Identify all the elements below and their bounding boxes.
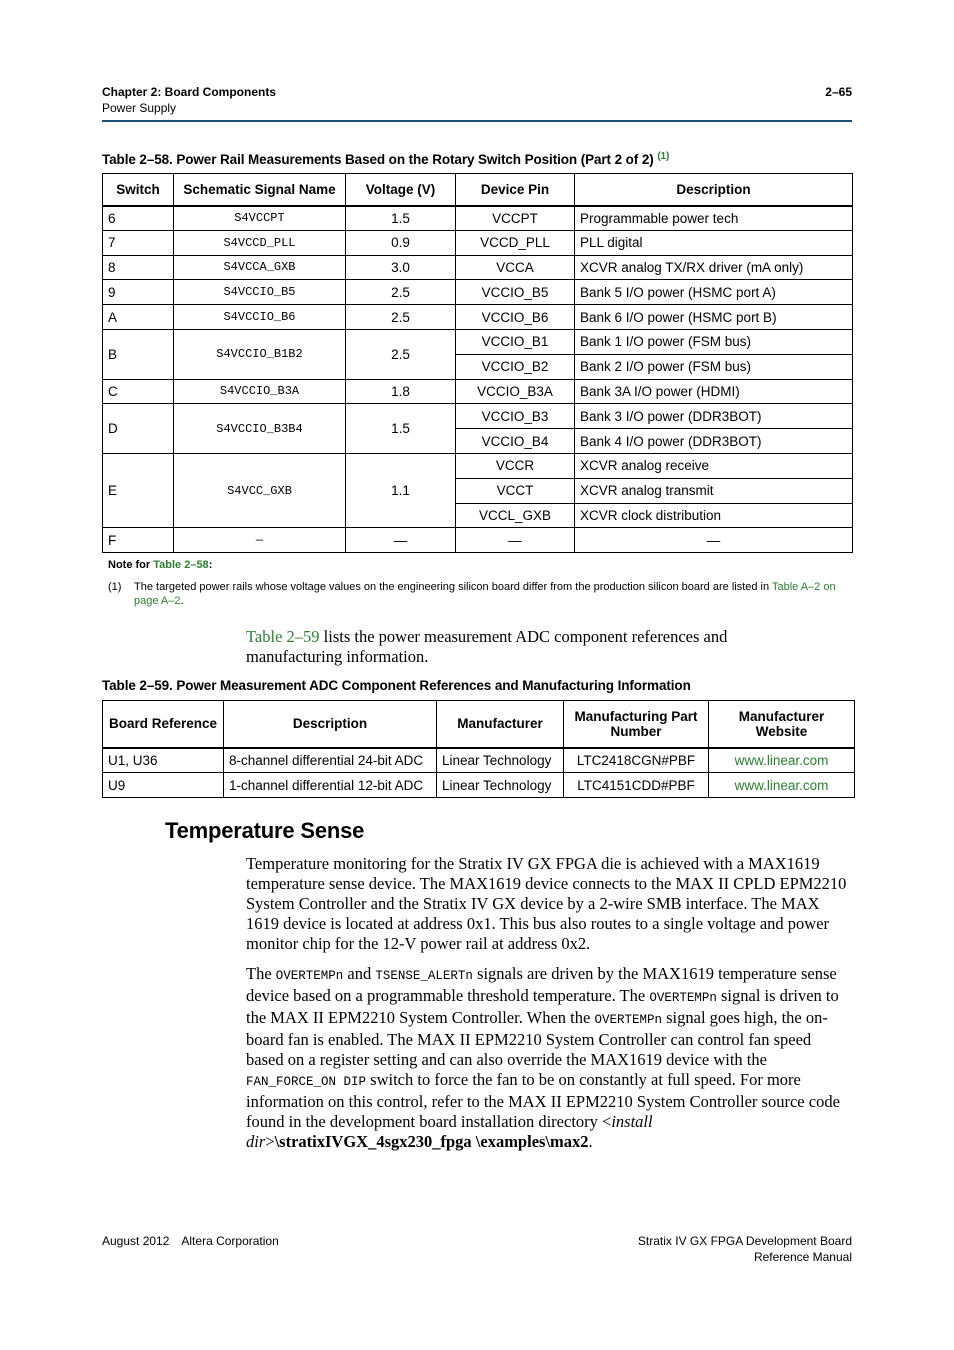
cell-signal-name: —	[174, 528, 346, 553]
cell-voltage: 2.5	[346, 329, 456, 379]
col-part-number: Manufacturing Part Number	[564, 701, 709, 748]
cell-description: XCVR analog receive	[575, 453, 853, 478]
p2-text: and	[343, 964, 376, 983]
table59-header-row	[103, 701, 855, 748]
cell-device-pin: VCCIO_B3	[456, 404, 575, 429]
cell-device-pin: —	[456, 528, 575, 553]
note-heading-link[interactable]: Table 2–58	[153, 559, 209, 571]
cell-description: Bank 3 I/O power (DDR3BOT)	[575, 404, 853, 429]
cell-description: Bank 6 I/O power (HSMC port B)	[575, 305, 853, 330]
section-heading: Temperature Sense	[165, 818, 365, 843]
cell-voltage: 1.1	[346, 453, 456, 527]
cell-signal-name: S4VCCA_GXB	[174, 255, 346, 280]
cell-manufacturer: Linear Technology	[437, 748, 564, 773]
cell-device-pin: VCCT	[456, 478, 575, 503]
table-row	[103, 206, 853, 231]
cell-switch: 9	[103, 280, 174, 305]
col-board-reference: Board Reference	[103, 701, 224, 748]
table-row	[103, 748, 855, 773]
p2-signal-overtemp: OVERTEMPn	[649, 991, 717, 1005]
footer-doc-subtitle: Reference Manual	[753, 1250, 852, 1264]
cell-switch: A	[103, 305, 174, 330]
footer-left	[102, 1233, 279, 1249]
cell-description: XCVR analog TX/RX driver (mA only)	[575, 255, 853, 280]
table-row	[103, 379, 853, 404]
footer-company: Altera Corporation	[181, 1234, 279, 1248]
cell-voltage: 1.5	[346, 206, 456, 231]
table58-note-heading	[108, 558, 212, 572]
cell-device-pin: VCCA	[456, 255, 575, 280]
p2-path: \stratixIVGX_4sgx230_fpga \examples\max2	[274, 1132, 589, 1151]
footer-date: August 2012	[102, 1234, 170, 1248]
cell-device-pin: VCCIO_B3A	[456, 379, 575, 404]
cell-switch: 6	[103, 206, 174, 231]
table59-caption: Table 2–59. Power Measurement ADC Component References and Manufacturing Information	[102, 678, 691, 693]
note-link[interactable]: Table A–2 on page A–2	[134, 581, 836, 607]
p2-text: The	[246, 964, 276, 983]
cell-device-pin: VCCIO_B2	[456, 354, 575, 379]
cell-description: Bank 5 I/O power (HSMC port A)	[575, 280, 853, 305]
chapter-title: Chapter 2: Board Components	[102, 85, 277, 99]
p2-text: switch to force the fan to be on constantly at full speed. For more information on this control, refer to the MAX II EPM2210 System Controller source code found in the development board installation directory <	[246, 1070, 840, 1131]
p2-signal-overtemp: OVERTEMPn	[275, 969, 344, 983]
cell-description: Bank 3A I/O power (HDMI)	[575, 379, 853, 404]
cell-signal-name: S4VCC_GXB	[174, 453, 346, 527]
cell-description: Programmable power tech	[575, 206, 853, 231]
cell-description: PLL digital	[575, 230, 853, 255]
cell-signal-name: S4VCCIO_B3B4	[174, 404, 346, 454]
cell-website-link[interactable]: www.linear.com	[709, 748, 855, 773]
cell-device-pin: VCCR	[456, 453, 575, 478]
cell-signal-name: S4VCCD_PLL	[174, 230, 346, 255]
cell-signal-name: S4VCCIO_B6	[174, 305, 346, 330]
col-signal-name: Schematic Signal Name	[174, 174, 346, 206]
col-switch: Switch	[103, 174, 174, 206]
footer-doc-title: Stratix IV GX FPGA Development Board	[637, 1234, 852, 1248]
note-heading-suffix: :	[208, 559, 213, 571]
temperature-paragraph-2	[246, 964, 852, 1152]
table58-note	[134, 580, 850, 608]
cell-switch: 7	[103, 230, 174, 255]
table-row	[103, 280, 853, 305]
col-manufacturer: Manufacturer	[437, 701, 564, 748]
table59-intro-link[interactable]: Table 2–59	[246, 627, 320, 646]
col-description: Description	[224, 701, 437, 748]
cell-voltage: 1.5	[346, 404, 456, 454]
page-number: 2–65	[825, 85, 852, 99]
cell-signal-name: S4VCCPT	[174, 206, 346, 231]
cell-switch: E	[103, 453, 174, 527]
cell-part-number: LTC2418CGN#PBF	[564, 748, 709, 773]
cell-website-link[interactable]: www.linear.com	[709, 773, 855, 798]
p2-text: signal is driven to the MAX II EPM2210 System Controller. When the	[246, 986, 839, 1027]
p2-signal-tsense: TSENSE_ALERTn	[375, 969, 473, 983]
cell-switch: B	[103, 329, 174, 379]
cell-signal-name: S4VCCIO_B5	[174, 280, 346, 305]
cell-voltage: 1.8	[346, 379, 456, 404]
table59-intro	[246, 627, 816, 667]
cell-description: 1-channel differential 12-bit ADC	[224, 773, 437, 798]
p2-text: >	[265, 1132, 275, 1151]
cell-device-pin: VCCD_PLL	[456, 230, 575, 255]
table58-caption	[102, 151, 669, 167]
table59	[102, 700, 855, 798]
col-website: Manufacturer Website	[709, 701, 855, 748]
cell-manufacturer: Linear Technology	[437, 773, 564, 798]
table-row	[103, 528, 853, 553]
cell-board-reference: U9	[103, 773, 224, 798]
cell-description: 8-channel differential 24-bit ADC	[224, 748, 437, 773]
table-row	[103, 773, 855, 798]
header-rule	[102, 120, 852, 122]
p2-text: .	[588, 1132, 593, 1151]
cell-board-reference: U1, U36	[103, 748, 224, 773]
cell-description: Bank 2 I/O power (FSM bus)	[575, 354, 853, 379]
cell-voltage: 2.5	[346, 305, 456, 330]
cell-device-pin: VCCIO_B6	[456, 305, 575, 330]
p2-signal-fan-force: FAN_FORCE_ON DIP	[246, 1075, 367, 1089]
cell-device-pin: VCCPT	[456, 206, 575, 231]
table-row	[103, 305, 853, 330]
cell-device-pin: VCCIO_B4	[456, 429, 575, 454]
table58-note-number: (1)	[108, 581, 122, 593]
table-row	[103, 453, 853, 478]
cell-voltage: —	[346, 528, 456, 553]
cell-switch: 8	[103, 255, 174, 280]
note-text: The targeted power rails whose voltage values on the engineering silicon board differ from the production silicon board are listed in	[134, 581, 772, 593]
table59-intro-text: lists the power measurement ADC component references and manufacturing information.	[246, 627, 728, 666]
note-heading-prefix: Note for	[108, 559, 154, 571]
cell-voltage: 0.9	[346, 230, 456, 255]
table58-note-ref-link[interactable]: (1)	[657, 151, 670, 162]
table58-header-row	[103, 174, 853, 206]
table-row	[103, 230, 853, 255]
p2-signal-overtemp: OVERTEMPn	[594, 1013, 662, 1027]
cell-device-pin: VCCIO_B5	[456, 280, 575, 305]
table-row	[103, 255, 853, 280]
temperature-paragraph-1: Temperature monitoring for the Stratix IV GX FPGA die is achieved with a MAX1619 temperature sense device. The MAX1619 device connects to the MAX II CPLD EPM2210 System Controller and the Stratix IV GX device by a 2-wire SMB interface. The MAX 1619 device is located at address 0x1. This bus also routes to a single voltage and power monitor chip for the 12-V power rail at address 0x2.	[246, 854, 847, 953]
note-end: .	[180, 595, 184, 607]
running-header	[102, 84, 276, 116]
cell-signal-name: S4VCCIO_B1B2	[174, 329, 346, 379]
cell-description: —	[575, 528, 853, 553]
table-row	[103, 329, 853, 354]
cell-switch: D	[103, 404, 174, 454]
p2-install-dir: install dir	[246, 1112, 653, 1151]
col-device-pin: Device Pin	[456, 174, 575, 206]
section-title: Power Supply	[102, 101, 177, 115]
cell-device-pin: VCCIO_B1	[456, 329, 575, 354]
table58-caption-text: Table 2–58. Power Rail Measurements Based on the Rotary Switch Position (Part 2 of 2)	[102, 152, 654, 167]
table58	[102, 173, 853, 553]
p2-text: signals are driven by the MAX1619 temperature sense device based on a programmable threshold temperature. The	[246, 964, 837, 1005]
cell-description: XCVR analog transmit	[575, 478, 853, 503]
footer-right	[638, 1233, 852, 1265]
cell-signal-name: S4VCCIO_B3A	[174, 379, 346, 404]
p2-text: signal goes high, the on-board fan is enabled. The MAX II EPM2210 System Controller can control fan speed based on a register setting and can also override the MAX1619 device with the	[246, 1008, 828, 1069]
cell-voltage: 3.0	[346, 255, 456, 280]
cell-description: Bank 1 I/O power (FSM bus)	[575, 329, 853, 354]
cell-part-number: LTC4151CDD#PBF	[564, 773, 709, 798]
table-row	[103, 404, 853, 429]
col-voltage: Voltage (V)	[346, 174, 456, 206]
col-description: Description	[575, 174, 853, 206]
cell-device-pin: VCCL_GXB	[456, 503, 575, 528]
cell-switch: C	[103, 379, 174, 404]
cell-voltage: 2.5	[346, 280, 456, 305]
cell-description: Bank 4 I/O power (DDR3BOT)	[575, 429, 853, 454]
cell-switch: F	[103, 528, 174, 553]
cell-description: XCVR clock distribution	[575, 503, 853, 528]
